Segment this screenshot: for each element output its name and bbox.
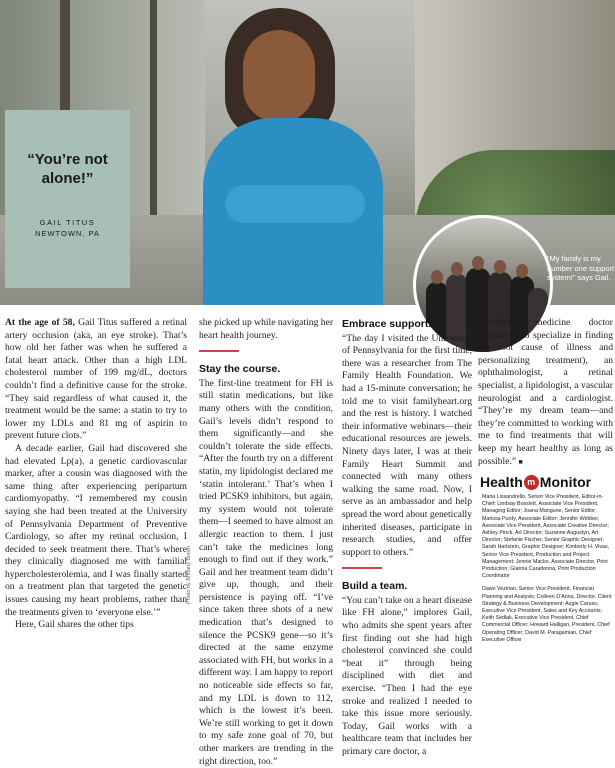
quote-name: GAIL TITUS bbox=[39, 218, 96, 227]
logo-text-right: Monitor bbox=[539, 474, 592, 490]
article-column-1 bbox=[5, 317, 187, 632]
family-member-head bbox=[516, 264, 528, 278]
masthead-block: Maria Lissandrello, Senior Vice President, Editor-in-Chief; Lindsay Bosslett, Associate Vice President, Managing Editor; Joana Mangune, Senior Editor; Marissa Purdy, Associate Editor; Jennifer Webber, Associate Vice President, Associate Creative Director; Ashley Pinck, Art Director; Suzanne Augustyn, Art Director; Stefanie Fischer, Senior Graphic Designer; Sarah Hartstein, Graphic Designer; Kimberly H. Vivas, Senior Vice President, Production and Project Management; Jennie Macko, Associate Director, Print Production; Gianna Caradonna, Print Production Coordinator bbox=[482, 494, 610, 580]
health-monitor-logo bbox=[480, 474, 591, 490]
quote-place: NEWTOWN, PA bbox=[35, 229, 100, 238]
paragraph: “The day I visited the University of Pennsylvania for the first time, there was a researcher from The Family Health Foundation. We had a 15-minute conversation; he told me to visit familyheart.org and the rest is history. I watched their informative webinars—their educational resources are jewels. Ninety days later, I was at their Family Heart Summit and connected with many others walking the same road. Now, I serve as an ambassador and help spread the word about genetically inherited diseases, participate in research studies, and offer support to others.” bbox=[342, 332, 472, 558]
family-member-head bbox=[451, 262, 463, 276]
paragraph bbox=[5, 317, 187, 443]
pull-quote: “You’re not alone!” bbox=[27, 151, 108, 187]
paragraph-text: Gail Titus suffered a retinal artery occlusion (aka, an eye stroke). That’s how old her father was when he suffered a fatal heart attack. Other than a high LDL cholesterol number of 199 mg/dL, doctors couldn’t find a definitive cause for the stroke. “They said regardless of what caused it, the treatment would be the same: a statin to try to lower my LDLs and 81 mg of aspirin to prevent future clots.” bbox=[5, 317, 187, 442]
family-member-head bbox=[431, 270, 443, 284]
section-heading: Build a team. bbox=[342, 580, 408, 593]
section-heading: Stay the course. bbox=[199, 363, 281, 376]
masthead-block: Dawn Vezirian, Senior Vice President, Financial Planning and Analysis; Colleen D’Anna, Director, Client Strategy & Business Development; Augie Caruso, Executive Vice President, Sales and Key Accounts; Keith Sedlak, Executive Vice President, Chief Commercial Officer; Howard Halligan, President, Chief Operating Officer; David M. Paragamian, Chief Executive Officer bbox=[482, 586, 612, 643]
paragraph: “You can’t take on a heart disease like FH alone,” implores Gail, who admits she spent years after first finding out she had high cholesterol convinced she could “beat it” through being disciplined with diet and exercise. “Then I had the eye stroke and realized I needed to take this issue more seriously. Today, Gail works with a healthcare team that includes her primary care doctor, a bbox=[342, 594, 472, 757]
paragraph: The first-line treatment for FH is still statin medications, but like many others with the condition, Gail’s levels didn’t respond to them significantly—and she couldn’t tolerate the side effects. “After the fourth try on a different statin, my lipidologist declared me ‘statin intolerant.’ That’s when I tried PCSK9 inhibitors, but again, my system would not tolerate them—I seemed to have almost an allergic reaction to them. I just can’t take the medicines long enough to find out if they work.” Gail and her treatment team didn’t give up, though, and their persistence is paying off. “I’ve since taken three shots of a new medication that’s designed to silence the PCSK9 gene—so it’s directed at the same enzyme associated with FH, but works in a different way. I am happy to report no noticeable side effects so far, and my LDL is down to 112, which is the lowest it’s been. We’re still working to get it down to my safe zone goal of 70, but other markers are trending in the right direction, too.” bbox=[199, 377, 333, 767]
paragraph: A decade earlier, Gail had discovered she had elevated Lp(a), a genetic cardiovascular marker, after a cousin was diagnosed with the same thing after experiencing peripartum cardiomyopathy. “I remembered my cousin saying she had been treated at the University of Pennsylvania Department of Preventive Cardiology, so after my retinal occlusion, I decided to seek treatment there. That’s where they clinically diagnosed me with familial hypercholesterolemia, and I was finally started on a treatment plan that targeted the genetic issues causing my heart problems, rather than the treatments given to ‘everyone else.’” bbox=[5, 442, 187, 618]
article-column-3 bbox=[342, 317, 472, 759]
family-caption: “My family is my number one support system!” says Gail. bbox=[547, 254, 615, 282]
section-rule bbox=[342, 567, 382, 569]
paragraph bbox=[478, 317, 613, 468]
article-column-4 bbox=[478, 317, 613, 468]
lead-in: At the age of 58, bbox=[5, 317, 75, 328]
family-member-head bbox=[472, 256, 484, 270]
paragraph: Here, Gail shares the other tips bbox=[15, 619, 134, 631]
end-mark: ■ bbox=[518, 457, 523, 466]
family-member-head bbox=[494, 260, 506, 274]
article-column-2 bbox=[199, 317, 333, 768]
paragraph-text: functional medicine doctor (doctors who specialize in finding the root cause of illness and personalizing treatment), an ophthalmologist, a retinal specialist, a lipidologist, a vascular neurologist and a cardiologist. “They’re my dream team—and they’re committed to working with me to find treatments that will keep my heart healthy as long as possible.” bbox=[478, 317, 613, 467]
woman-face bbox=[243, 30, 315, 122]
logo-mark-icon: m bbox=[524, 475, 539, 490]
woman-crossed-arms bbox=[225, 185, 365, 223]
logo-text-left: Health bbox=[480, 474, 523, 490]
pull-quote-box bbox=[5, 110, 130, 288]
paragraph: she picked up while navigating her heart health journey. bbox=[199, 317, 334, 341]
section-heading: Embrace support. bbox=[342, 318, 432, 330]
section-rule bbox=[199, 350, 239, 352]
masthead-credits bbox=[482, 494, 612, 650]
photo-credit: Photo by Brittany Breen bbox=[186, 545, 192, 604]
